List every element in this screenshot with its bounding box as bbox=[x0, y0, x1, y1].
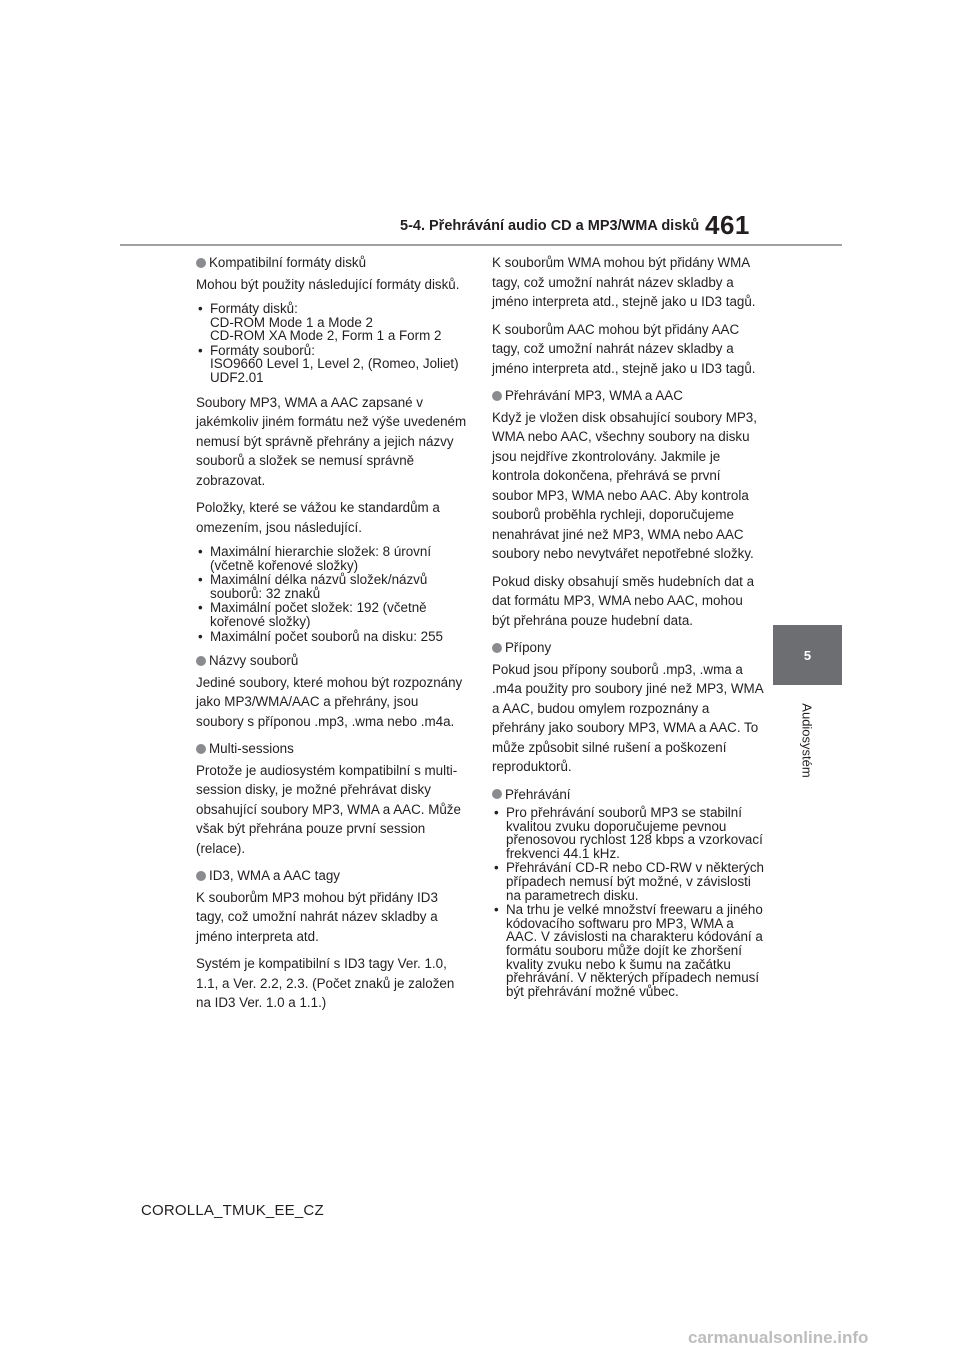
list-item: • Maximální počet souborů na disku: 255 bbox=[196, 630, 468, 644]
chapter-number: 5 bbox=[803, 647, 812, 663]
right-column bbox=[492, 253, 764, 1006]
paragraph: Mohou být použity následující formáty disků. bbox=[196, 276, 460, 292]
list-item: • Maximální počet složek: 192 (včetně kořenové složky) bbox=[196, 601, 468, 628]
bullet-list bbox=[196, 302, 468, 385]
heading-text: Kompatibilní formáty disků bbox=[209, 255, 367, 270]
paragraph: Když je vložen disk obsahující soubory MP3, WMA nebo AAC, všechny soubory na disku jsou nejdříve zkontrolovány. Jakmile je kontrola dokončena, přehrává se první soubor MP3, WMA nebo AAC. Aby kontrola souborů proběhla rychleji, doporučujeme nenahrávat jiné než MP3, WMA nebo AAC soubory nebo nevytvářet nepotřebné složky. bbox=[492, 409, 757, 561]
section-heading bbox=[196, 651, 468, 671]
list-item: • Pro přehrávání souborů MP3 se stabilní kvalitou zvuku doporučujeme pevnou přenosovou rychlost 128 kbps a vzorkovací frekvenci 44.1 kHz. bbox=[492, 806, 764, 860]
heading-text: ID3, WMA a AAC tagy bbox=[209, 868, 340, 884]
page-number: 461 bbox=[705, 210, 750, 240]
list-item: • Formáty disků: CD-ROM Mode 1 a Mode 2 CD-ROM XA Mode 2, Form 1 a Form 2 bbox=[196, 302, 468, 343]
paragraph: Systém je kompatibilní s ID3 tagy Ver. 1.0, 1.1, a Ver. 2.2, 2.3. (Počet znaků je založen na ID3 Ver. 1.0 a 1.1.) bbox=[196, 956, 455, 1011]
list-item: • Maximální hierarchie složek: 8 úrovní (včetně kořenové složky) bbox=[196, 545, 468, 572]
list-item: • Maximální délka názvů složek/názvů souborů: 32 znaků bbox=[196, 573, 468, 600]
section-heading bbox=[492, 785, 764, 805]
paragraph: Soubory MP3, WMA a AAC zapsané v jakémkoliv jiném formátu než výše uvedeném nemusí být správně přehrány a jejich názvy souborů a složek se nemusí správně zobrazovat. bbox=[196, 394, 467, 488]
watermark: carmanualsonline.info bbox=[688, 1328, 869, 1347]
paragraph: Pokud disky obsahují směs hudebních dat a dat formátu MP3, WMA nebo AAC, mohou být přehrána pouze hudební data. bbox=[492, 573, 755, 628]
bullet-list bbox=[492, 806, 764, 998]
bullet-dot-icon bbox=[196, 744, 206, 754]
section-heading bbox=[492, 638, 764, 658]
header-divider bbox=[120, 244, 842, 246]
heading-text: Názvy souborů bbox=[209, 653, 299, 669]
bullet-dot-icon bbox=[196, 871, 206, 881]
paragraph: Protože je audiosystém kompatibilní s multi-session disky, je možné přehrávat disky obsahující soubory MP3, WMA a AAC. Může však být přehrána pouze první session (relace). bbox=[196, 762, 461, 856]
bullet-dot-icon bbox=[492, 391, 502, 401]
section-heading bbox=[196, 253, 468, 273]
chapter-label: Audiosystém bbox=[799, 702, 815, 778]
heading-text: Přehrávání MP3, WMA a AAC bbox=[505, 388, 683, 403]
bullet-dot-icon bbox=[492, 643, 502, 653]
paragraph: K souborům MP3 mohou být přidány ID3 tagy, což umožní nahrát název skladby a jméno interpreta atd. bbox=[196, 889, 438, 944]
paragraph: Jediné soubory, které mohou být rozpoznány jako MP3/WMA/AAC a přehrány, jsou soubory s příponou .mp3, .wma nebo .m4a. bbox=[196, 674, 463, 729]
section-heading bbox=[492, 386, 764, 406]
heading-text: Přehrávání bbox=[505, 786, 571, 802]
bullet-dot-icon bbox=[492, 789, 502, 799]
section-heading bbox=[196, 739, 468, 759]
paragraph: K souborům WMA mohou být přidány WMA tagy, což umožní nahrát název skladby a jméno interpreta atd., stejně jako u ID3 tagů. bbox=[492, 255, 756, 309]
bullet-dot-icon bbox=[196, 258, 206, 268]
section-heading bbox=[196, 866, 468, 886]
document-code: COROLLA_TMUK_EE_CZ bbox=[141, 1202, 324, 1219]
heading-text: Přípony bbox=[505, 640, 552, 655]
bullet-dot-icon bbox=[196, 656, 206, 666]
chapter-tab bbox=[773, 625, 842, 685]
list-item: • Na trhu je velké množství freewaru a jiného kódovacího softwaru pro MP3, WMA a AAC. V závislosti na charakteru kódování a formátu souboru může dojít ke zhoršení kvality zvuku nebo k šumu na začátku přehrávání. V některých případech nemusí být přehrávání možné vůbec. bbox=[492, 903, 764, 998]
paragraph: Pokud jsou přípony souborů .mp3, .wma a .m4a použity pro soubory jiné než MP3, WMA a AAC, budou omylem rozpoznány a přehrány jako soubory MP3, WMA a AAC. To může způsobit silné rušení a poškození reproduktorů. bbox=[492, 661, 763, 774]
heading-text: Multi-sessions bbox=[209, 741, 294, 757]
paragraph: K souborům AAC mohou být přidány AAC tagy, což umožní nahrát název skladby a jméno interpreta atd., stejně jako u ID3 tagů. bbox=[492, 321, 756, 376]
paragraph: Položky, které se vážou ke standardům a omezením, jsou následující. bbox=[196, 500, 440, 535]
left-column bbox=[196, 253, 468, 1021]
chapter-side-label bbox=[774, 690, 840, 790]
section-title: 5-4. Přehrávání audio CD a MP3/WMA disků bbox=[400, 218, 700, 234]
list-item: • Přehrávání CD-R nebo CD-RW v některých případech nemusí být možné, v závislosti na parametrech disku. bbox=[492, 861, 764, 902]
list-item: • Formáty souborů: ISO9660 Level 1, Level 2, (Romeo, Joliet) UDF2.01 bbox=[196, 344, 468, 385]
bullet-list bbox=[196, 545, 468, 643]
